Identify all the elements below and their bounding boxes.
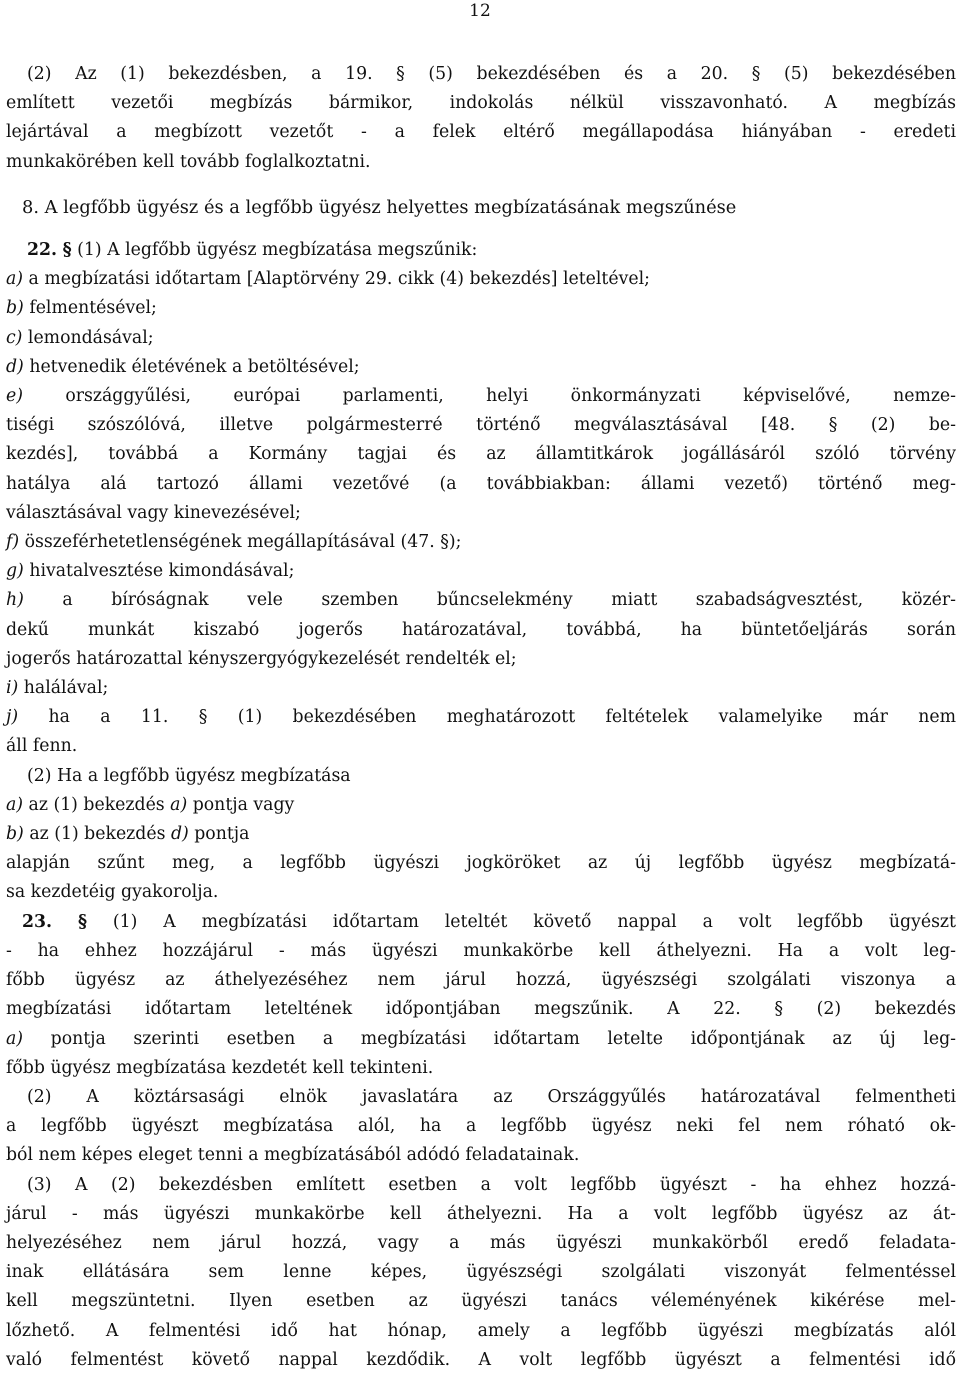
item-label: g) xyxy=(6,561,24,582)
item-label: i) xyxy=(6,678,19,699)
section-intro: (1) A legfőbb ügyész megbízatása megszűnik: xyxy=(77,240,478,261)
text-line: megbízatási időtartam leteltének időpontjában megszűnik. A 22. § (2) bekezdés xyxy=(6,999,956,1020)
item-text: pontja xyxy=(194,824,250,845)
paragraph-7-2 xyxy=(6,60,956,177)
text-line: alapján szűnt meg, a legfőbb ügyészi jogköröket az új legfőbb ügyész megbízatá- xyxy=(6,853,956,874)
item-label: d) xyxy=(6,356,24,377)
text-line: (2) Az (1) bekezdésben, a 19. § (5) bekezdésében és a 20. § (5) bekezdésében xyxy=(27,64,956,84)
text-line: - ha ehhez hozzájárul - más ügyészi munkakörbe kell áthelyezni. Ha a volt leg- xyxy=(6,940,956,961)
text-line: pontja szerinti esetben a megbízatási időtartam letelte időpontjának az új leg- xyxy=(50,1028,956,1049)
item-label: a) xyxy=(6,269,24,290)
item-label: b) xyxy=(6,824,24,845)
section-heading-8: 8. A legfőbb ügyész és a legfőbb ügyész helyettes megbízatásának megszűnése xyxy=(22,196,737,218)
item-text: a bíróságnak vele szemben bűncselekmény miatt szabadságvesztést, közér- xyxy=(62,590,956,611)
text-line: munkakörében kell tovább foglalkoztatni. xyxy=(6,151,371,172)
section-sign: § xyxy=(62,240,72,261)
text-line: hatálya alá tartozó állami vezetővé (a továbbiakban: állami vezető) történő meg- xyxy=(6,473,956,494)
item-text: pontja vagy xyxy=(192,794,295,815)
text-line: kezdés], továbbá a Kormány tagjai és az államtitkárok jogállásáról szóló törvény xyxy=(6,444,956,465)
section-number: 22. xyxy=(27,240,58,261)
text-line: sa kezdetéig gyakorolja. xyxy=(6,882,219,903)
item-text: felmentésével; xyxy=(29,298,157,319)
text-line: (1) A megbízatási időtartam leteltét követő nappal a volt legfőbb ügyészt xyxy=(112,911,956,932)
document-body xyxy=(6,60,956,1375)
text-line: kell megszüntetni. Ilyen esetben az ügyészi tanács véleményének kikérése mel- xyxy=(6,1291,956,1312)
text-line: főbb ügyész megbízatása kezdetét kell tekinteni. xyxy=(6,1057,434,1078)
item-ref: a) xyxy=(6,1028,24,1049)
item-label: e) xyxy=(6,386,23,407)
text-line: választásával vagy kinevezésével; xyxy=(6,502,301,523)
item-ref: d) xyxy=(170,824,189,845)
item-label: h) xyxy=(6,590,24,611)
text-line: lőzhető. A felmentési idő hat hónap, amely a legfőbb ügyészi megbízatás alól xyxy=(6,1320,956,1341)
item-text: lemondásával; xyxy=(27,327,154,348)
item-text: országgyűlési, európai parlamenti, helyi önkormányzati képviselővé, nemze- xyxy=(65,386,957,407)
text-line: inak ellátására sem lenne képes, ügyészségi szolgálati viszonyát felmentéssel xyxy=(6,1262,956,1283)
item-label: j) xyxy=(6,707,19,728)
paragraph-intro: (2) Ha a legfőbb ügyész megbízatása xyxy=(27,765,351,786)
item-text: hetvenedik életévének a betöltésével; xyxy=(29,356,360,377)
text-line: jogerős határozattal kényszergyógykezelését rendelték el; xyxy=(6,648,517,669)
section-sign: § xyxy=(77,911,87,932)
section-number: 23. xyxy=(22,911,53,932)
text-line: főbb ügyész az áthelyezéséhez nem járul hozzá, ügyészségi szolgálati viszonya a xyxy=(6,970,956,991)
page-number: 12 xyxy=(469,1,491,21)
item-text: az (1) bekezdés xyxy=(28,794,165,815)
item-label: a) xyxy=(6,794,24,815)
text-line: való felmentést követő nappal kezdődik. A volt legfőbb ügyészt a felmentési idő xyxy=(6,1349,956,1370)
item-label: f) xyxy=(6,532,20,553)
item-text: halálával; xyxy=(23,678,109,699)
text-line: ból nem képes eleget tenni a megbízatásából adódó feladatainak. xyxy=(6,1145,580,1166)
text-line: említett vezetői megbízás bármikor, indokolás nélkül visszavonható. A megbízás xyxy=(6,93,956,114)
item-label: b) xyxy=(6,298,24,319)
text-line: áll fenn. xyxy=(6,736,78,757)
section-22 xyxy=(6,236,956,908)
item-text: az (1) bekezdés xyxy=(29,824,166,845)
text-line: dekű munkát kiszabó jogerős határozatával, továbbá, ha büntetőeljárás során xyxy=(6,619,956,640)
text-line: a legfőbb ügyészt megbízatása alól, ha a legfőbb ügyész neki fel nem róható ok- xyxy=(6,1116,956,1137)
item-text: hivatalvesztése kimondásával; xyxy=(29,561,295,582)
text-line: (3) A (2) bekezdésben említett esetben a volt legfőbb ügyészt - ha ehhez hozzá- xyxy=(27,1174,956,1195)
section-23 xyxy=(6,908,956,1375)
item-text: ha a 11. § (1) bekezdésében meghatározott feltételek valamelyike már nem xyxy=(48,707,957,728)
text-line: helyezéséhez nem járul hozzá, vagy a más ügyészi munkakörből eredő feladata- xyxy=(6,1232,956,1253)
item-text: összeférhetetlenségének megállapításával (47. §); xyxy=(24,532,462,553)
text-line: járul - más ügyészi munkakörbe kell áthelyezni. Ha a volt legfőbb ügyész az át- xyxy=(6,1203,956,1224)
item-label: c) xyxy=(6,327,23,348)
text-line: tiségi szószólóvá, illetve polgármesterré történő megválasztásával [48. § (2) be- xyxy=(6,415,956,436)
item-text: a megbízatási időtartam [Alaptörvény 29. cikk (4) bekezdés] leteltével; xyxy=(28,269,650,290)
item-ref: a) xyxy=(170,794,188,815)
text-line: (2) A köztársasági elnök javaslatára az Országgyűlés határozatával felmentheti xyxy=(27,1086,956,1107)
text-line: lejártával a megbízott vezetőt - a felek eltérő megállapodása hiányában - eredeti xyxy=(6,122,956,143)
